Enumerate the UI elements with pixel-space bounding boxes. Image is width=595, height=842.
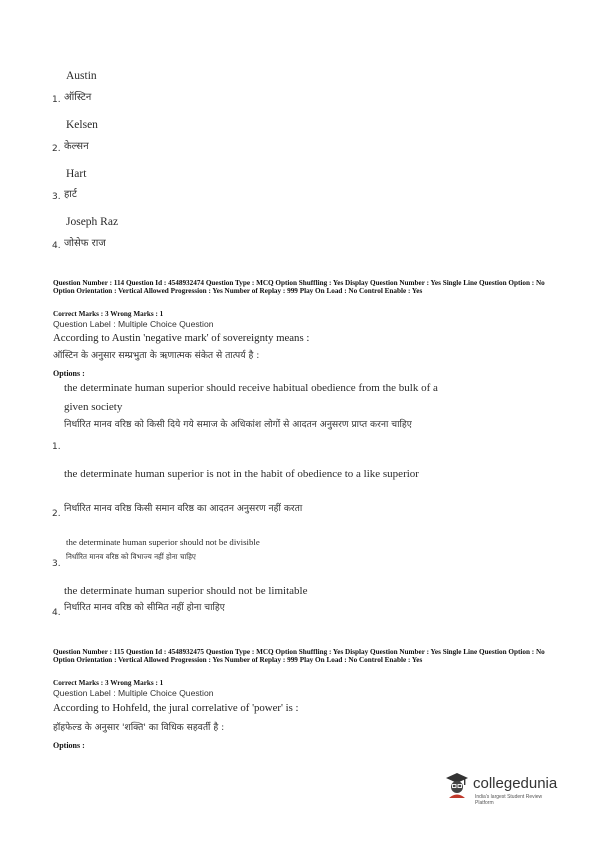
option-text-hi: निर्धारित मानव वरिष्ठ को सीमित नहीं होना चाहिए	[64, 602, 225, 613]
option-number: 1.	[52, 95, 61, 105]
option-text-hi: ऑस्टिन	[64, 92, 92, 103]
collegedunia-logo	[444, 770, 558, 808]
option-text-en: the determinate human superior should receive habitual obedience from the bulk of a given society	[64, 382, 438, 413]
option-text-en: the determinate human superior should not be limitable	[64, 585, 308, 597]
option-text-en: Austin	[66, 70, 97, 82]
question-text-en: According to Austin 'negative mark' of sovereignty means :	[53, 332, 310, 344]
option-text-en: the determinate human superior is not in the habit of obedience to a like superior	[64, 468, 419, 480]
option-text-en: Hart	[66, 168, 87, 180]
options-label: Options :	[53, 741, 85, 750]
question-label: Question Label : Multiple Choice Question	[53, 319, 214, 329]
question-meta: Question Number : 115 Question Id : 4548932475 Question Type : MCQ Option Shuffling : Yes Display Question Number : Yes Single Line Question Option : No Option Orientation : Vertical Allowed Progression : Yes Number of Replay : 999 Play On Load : No Control Enable : Yes	[53, 648, 545, 665]
logo-tagline: India's largest Student Review Platform	[475, 794, 543, 806]
option-text-hi: निर्धारित मानव वरिष्ठ को विभाज्य नहीं होना चाहिए	[66, 552, 196, 561]
option-number: 3.	[52, 559, 61, 569]
question-marks: Correct Marks : 3 Wrong Marks : 1	[53, 310, 164, 318]
option-text-hi: जोसेफ राज	[64, 238, 106, 249]
options-label: Options :	[53, 369, 85, 378]
option-number: 1.	[52, 442, 61, 452]
logo-name: collegedunia	[473, 775, 558, 792]
option-text-en: Joseph Raz	[66, 216, 119, 228]
option-number: 4.	[52, 241, 61, 251]
question-marks: Correct Marks : 3 Wrong Marks : 1	[53, 679, 164, 687]
option-text-hi: निर्धारित मानव वरिष्ठ किसी समान वरिष्ठ का आदतन अनुसरण नहीं करता	[64, 503, 303, 514]
question-meta: Question Number : 114 Question Id : 4548932474 Question Type : MCQ Option Shuffling : Yes Display Question Number : Yes Single Line Question Option : No Option Orientation : Vertical Allowed Progression : Yes Number of Replay : 999 Play On Load : No Control Enable : Yes	[53, 279, 545, 296]
option-text-hi: केल्सन	[64, 141, 89, 152]
option-number: 2.	[52, 144, 61, 154]
question-text-hi: ऑस्टिन के अनुसार सम्प्रभुता के ऋणात्मक संकेत से तात्पर्य है :	[53, 350, 260, 361]
option-number: 4.	[52, 608, 61, 618]
question-text-en: According to Hohfeld, the jural correlative of 'power' is :	[53, 702, 299, 714]
option-text-hi: हार्ट	[64, 189, 77, 200]
graduate-icon	[444, 770, 470, 800]
question-text-hi: हॉहफेल्ड के अनुसार 'शक्ति' का विधिक सहवर्ती है :	[53, 722, 225, 733]
option-text-en: Kelsen	[66, 119, 98, 131]
option-number: 3.	[52, 192, 61, 202]
question-label: Question Label : Multiple Choice Question	[53, 688, 214, 698]
option-text-en: the determinate human superior should not be divisible	[66, 537, 260, 547]
option-number: 2.	[52, 509, 61, 519]
option-text-hi: निर्धारित मानव वरिष्ठ को किसी दिये गये समाज के अधिकांश लोगों से आदतन अनुसरण प्राप्त करना चाहिए	[64, 419, 412, 430]
